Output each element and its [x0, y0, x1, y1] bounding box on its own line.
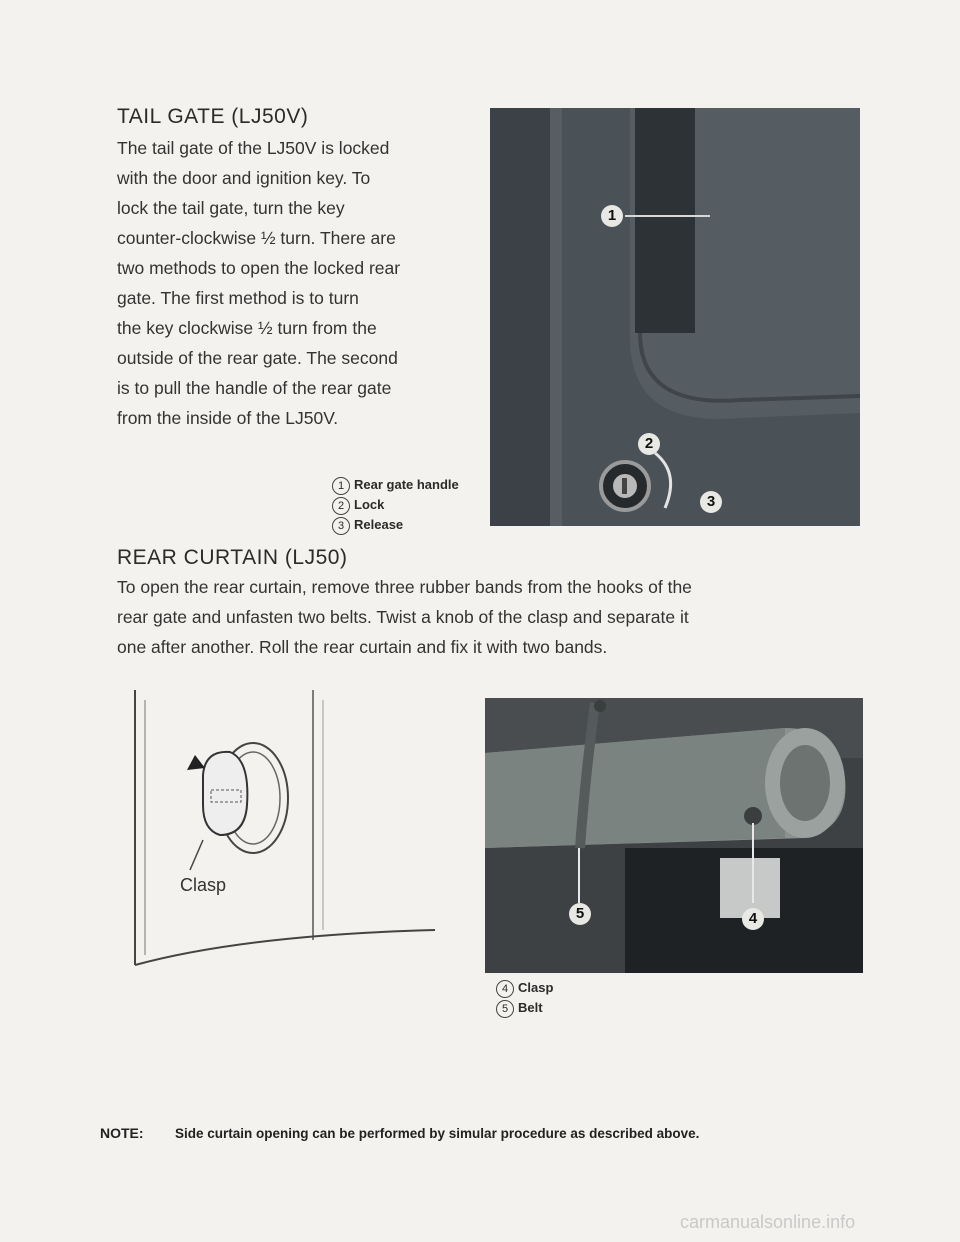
paragraph-line: from the inside of the LJ50V. — [117, 408, 339, 428]
tail-gate-captions — [332, 475, 459, 535]
caption-number: 4 — [496, 980, 514, 998]
caption-label: Clasp — [518, 980, 554, 995]
caption-clasp — [496, 978, 553, 998]
caption-label: Lock — [354, 497, 385, 512]
paragraph-line: To open the rear curtain, remove three rubber bands from the hooks of the — [117, 577, 692, 597]
note-label: NOTE: — [100, 1125, 144, 1141]
paragraph-line: gate. The first method is to turn — [117, 288, 359, 308]
caption-label: Release — [354, 517, 404, 532]
rear-curtain-photo-image — [485, 698, 863, 973]
caption-lock — [332, 495, 459, 515]
caption-belt — [496, 998, 553, 1018]
callout-2: 2 — [638, 433, 660, 455]
rear-curtain-photo — [485, 698, 863, 973]
caption-label: Belt — [518, 1000, 543, 1015]
paragraph-line: the key clockwise ½ turn from the — [117, 318, 377, 338]
rear-curtain-heading: REAR CURTAIN (LJ50) — [117, 546, 348, 569]
paragraph-line: is to pull the handle of the rear gate — [117, 378, 392, 398]
note-text: Side curtain opening can be performed by simular procedure as described above. — [175, 1126, 700, 1141]
caption-number: 1 — [332, 477, 350, 495]
caption-number: 2 — [332, 497, 350, 515]
rear-curtain-paragraph — [117, 572, 877, 662]
caption-number: 3 — [332, 517, 350, 535]
tail-gate-photo-image — [490, 108, 860, 526]
paragraph-line: counter-clockwise ½ turn. There are — [117, 228, 396, 248]
paragraph-line: with the door and ignition key. To — [117, 168, 371, 188]
paragraph-line: rear gate and unfasten two belts. Twist a knob of the clasp and separate it — [117, 607, 689, 627]
clasp-drawing-label: Clasp — [180, 875, 227, 895]
tail-gate-heading: TAIL GATE (LJ50V) — [117, 105, 309, 128]
tail-gate-photo — [490, 108, 860, 526]
clasp-drawing-image — [125, 690, 435, 975]
paragraph-line: The tail gate of the LJ50V is locked — [117, 138, 390, 158]
paragraph-line: one after another. Roll the rear curtain and fix it with two bands. — [117, 637, 608, 657]
caption-rear-gate-handle — [332, 475, 459, 495]
clasp-drawing — [125, 690, 435, 975]
paragraph-line: outside of the rear gate. The second — [117, 348, 398, 368]
tail-gate-paragraph — [117, 133, 487, 433]
caption-label: Rear gate handle — [354, 477, 459, 492]
watermark: carmanualsonline.info — [680, 1212, 856, 1232]
callout-3: 3 — [700, 491, 722, 513]
caption-release — [332, 515, 459, 535]
rear-curtain-captions — [496, 978, 553, 1018]
callout-5: 5 — [569, 903, 591, 925]
caption-number: 5 — [496, 1000, 514, 1018]
callout-1: 1 — [601, 205, 623, 227]
callout-4: 4 — [742, 908, 764, 930]
paragraph-line: two methods to open the locked rear — [117, 258, 401, 278]
paragraph-line: lock the tail gate, turn the key — [117, 198, 345, 218]
